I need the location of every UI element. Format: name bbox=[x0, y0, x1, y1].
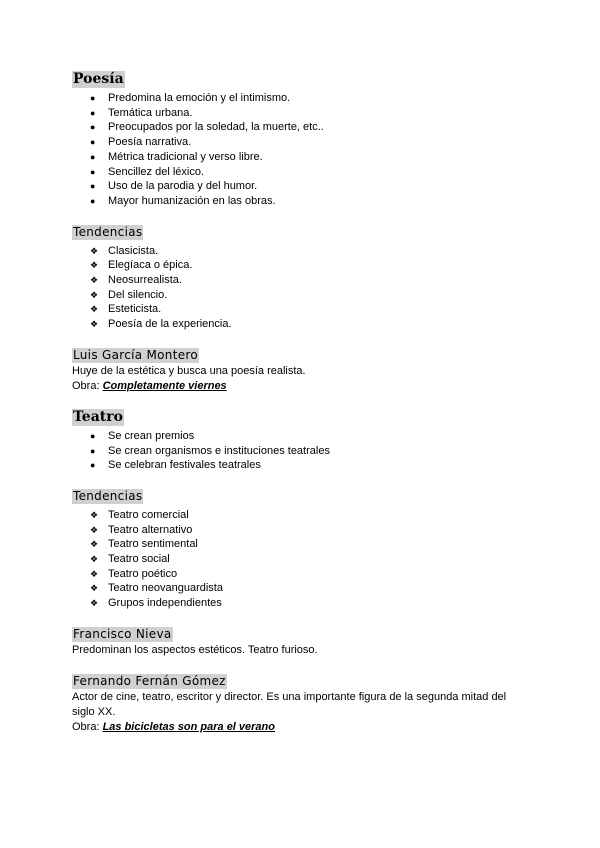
section-teatro-tendencias bbox=[72, 487, 528, 611]
heading-teatro-tendencias: Tendencias bbox=[73, 488, 143, 503]
list-item bbox=[72, 429, 528, 444]
list-item bbox=[72, 273, 528, 288]
list-item-text: Grupos independientes bbox=[108, 597, 222, 610]
heading-author-luis-garcia-montero: Luis García Montero bbox=[73, 347, 199, 362]
list-item bbox=[72, 552, 528, 567]
work-title: Completamente viernes bbox=[102, 379, 227, 392]
poesia-features-list bbox=[72, 91, 528, 209]
list-item bbox=[72, 106, 528, 121]
list-item-text: Esteticista. bbox=[108, 303, 162, 316]
author-work-line bbox=[72, 720, 528, 735]
list-item bbox=[72, 244, 528, 259]
author-description: Actor de cine, teatro, escritor y director. Es una importante figura de la segunda mitad del siglo XX. bbox=[72, 690, 507, 718]
list-item-text: Teatro sentimental bbox=[108, 538, 198, 551]
list-item bbox=[72, 165, 528, 180]
list-item bbox=[72, 581, 528, 596]
list-item bbox=[72, 91, 528, 106]
list-item-text: Teatro social bbox=[108, 553, 170, 566]
list-item-text: Del silencio. bbox=[108, 288, 168, 301]
teatro-tendencias-list bbox=[72, 508, 528, 611]
work-label: Obra: bbox=[72, 720, 100, 733]
bullet-icon: ● bbox=[90, 137, 96, 148]
diamond-bullet-icon: ❖ bbox=[90, 568, 99, 579]
section-luis-garcia-montero bbox=[72, 346, 528, 394]
list-item bbox=[72, 135, 528, 150]
diamond-bullet-icon: ❖ bbox=[90, 289, 99, 300]
list-item-text: Neosurrealista. bbox=[108, 274, 182, 287]
work-title: Las bicicletas son para el verano bbox=[102, 720, 275, 733]
list-item-text: Temática urbana. bbox=[108, 106, 193, 119]
list-item bbox=[72, 194, 528, 209]
list-item bbox=[72, 596, 528, 611]
list-item bbox=[72, 458, 528, 473]
list-item-text: Teatro poético bbox=[108, 567, 178, 580]
section-fernando-fernan-gomez bbox=[72, 672, 528, 735]
work-label: Obra: bbox=[72, 379, 100, 392]
diamond-bullet-icon: ❖ bbox=[90, 304, 99, 315]
diamond-bullet-icon: ❖ bbox=[90, 524, 99, 535]
author-description: Predominan los aspectos estéticos. Teatro furioso. bbox=[72, 643, 318, 656]
list-item-text: Elegíaca o épica. bbox=[108, 259, 193, 272]
list-item bbox=[72, 317, 528, 332]
diamond-bullet-icon: ❖ bbox=[90, 554, 99, 565]
author-description: Huye de la estética y busca una poesía realista. bbox=[72, 364, 306, 377]
list-item bbox=[72, 567, 528, 582]
list-item-text: Se celebran festivales teatrales bbox=[108, 459, 261, 472]
list-item-text: Métrica tradicional y verso libre. bbox=[108, 150, 263, 163]
bullet-icon: ● bbox=[90, 181, 96, 192]
list-item bbox=[72, 288, 528, 303]
list-item-text: Teatro comercial bbox=[108, 508, 189, 521]
list-item bbox=[72, 258, 528, 273]
list-item-text: Predomina la emoción y el intimismo. bbox=[108, 92, 291, 104]
heading-author-fernando-fernan-gomez: Fernando Fernán Gómez bbox=[73, 673, 226, 688]
section-poesia-tendencias bbox=[72, 223, 528, 332]
list-item-text: Mayor humanización en las obras. bbox=[108, 194, 276, 207]
teatro-features-list bbox=[72, 429, 528, 473]
heading-author-francisco-nieva: Francisco Nieva bbox=[73, 626, 172, 641]
diamond-bullet-icon: ❖ bbox=[90, 598, 99, 609]
bullet-icon: ● bbox=[90, 195, 96, 206]
list-item-text: Preocupados por la soledad, la muerte, etc.. bbox=[108, 121, 324, 134]
diamond-bullet-icon: ❖ bbox=[90, 509, 99, 520]
section-poesia bbox=[72, 70, 528, 209]
diamond-bullet-icon: ❖ bbox=[90, 583, 99, 594]
diamond-bullet-icon: ❖ bbox=[90, 260, 99, 271]
bullet-icon: ● bbox=[90, 166, 96, 177]
list-item bbox=[72, 523, 528, 538]
bullet-icon: ● bbox=[90, 107, 96, 118]
bullet-icon: ● bbox=[90, 445, 96, 456]
list-item bbox=[72, 508, 528, 523]
diamond-bullet-icon: ❖ bbox=[90, 539, 99, 550]
poesia-tendencias-list bbox=[72, 244, 528, 332]
bullet-icon: ● bbox=[90, 122, 96, 133]
section-teatro bbox=[72, 408, 528, 473]
list-item-text: Sencillez del léxico. bbox=[108, 165, 204, 178]
list-item-text: Se crean premios bbox=[108, 429, 195, 442]
list-item bbox=[72, 537, 528, 552]
list-item-text: Poesía de la experiencia. bbox=[108, 318, 232, 331]
list-item bbox=[72, 179, 528, 194]
list-item bbox=[72, 150, 528, 165]
bullet-icon: ● bbox=[90, 430, 96, 441]
list-item-text: Clasicista. bbox=[108, 244, 159, 257]
author-work-line bbox=[72, 379, 528, 394]
heading-poesia: Poesía bbox=[73, 71, 124, 87]
bullet-icon: ● bbox=[90, 151, 96, 162]
list-item-text: Poesía narrativa. bbox=[108, 136, 192, 149]
bullet-icon: ● bbox=[90, 93, 96, 103]
bullet-icon: ● bbox=[90, 460, 96, 471]
list-item-text: Teatro neovanguardista bbox=[108, 582, 223, 595]
list-item bbox=[72, 120, 528, 135]
list-item-text: Se crean organismos e instituciones teatrales bbox=[108, 444, 330, 457]
heading-poesia-tendencias: Tendencias bbox=[73, 224, 143, 239]
diamond-bullet-icon: ❖ bbox=[90, 319, 99, 330]
section-francisco-nieva bbox=[72, 625, 528, 658]
list-item-text: Uso de la parodia y del humor. bbox=[108, 180, 258, 193]
diamond-bullet-icon: ❖ bbox=[90, 245, 99, 256]
list-item-text: Teatro alternativo bbox=[108, 523, 193, 536]
list-item bbox=[72, 444, 528, 459]
diamond-bullet-icon: ❖ bbox=[90, 275, 99, 286]
heading-teatro: Teatro bbox=[73, 408, 123, 425]
list-item bbox=[72, 302, 528, 317]
document-content bbox=[72, 70, 528, 735]
